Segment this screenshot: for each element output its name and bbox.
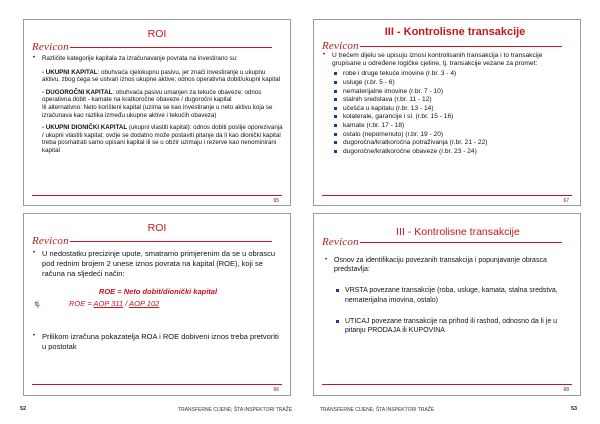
slide-title: III - Kontrolisne transakcije xyxy=(384,26,526,38)
capital-item-text: (ukupni vlastiti kapital): odnos dobiti poslije oporezivanja / ukupni vlastiti kapital; ovdje se dodatno može postaviti pitanje da li kao dionički kapital treba posmatrati samo upisani kapital ili se u obzir uzimaju i rezerve kao nenominirani kapital xyxy=(42,124,283,154)
bullet-square-icon xyxy=(336,317,345,327)
formula-prefix: ROE = xyxy=(69,299,94,309)
bullet-square-icon xyxy=(334,131,343,140)
title-rule xyxy=(70,47,272,48)
list-item-text: dugoročna/kratkoročna potraživanja (r.br. 21 - 22) xyxy=(343,139,488,147)
slide-roi-roe-formula xyxy=(23,213,291,396)
slide-number: 66 xyxy=(273,387,279,393)
capital-item xyxy=(42,69,283,84)
list-item xyxy=(334,105,573,114)
bullet-square-icon xyxy=(334,148,343,157)
list-item-text: nematerijalne imovine (r.br. 7 - 10) xyxy=(343,87,444,95)
bullet-dot-icon: • xyxy=(33,332,36,339)
bullet-square-icon xyxy=(336,286,345,296)
bullet-dot-icon: • xyxy=(33,55,36,61)
capital-item-head: - DUGOROČNI KAPITAL xyxy=(42,88,113,96)
slide-title: ROI xyxy=(147,222,167,234)
tj-label: tj. xyxy=(35,299,41,309)
capital-item xyxy=(42,124,283,154)
capital-item-text: : obuhvaća pasivu umanjen za tekuće obaveze; odnos operativna dobit - kamate na kratkoročne obaveze / dugoročni kapital xyxy=(42,88,262,104)
bullet-square-icon xyxy=(334,70,343,79)
list-item-text: usluge (r.br. 5 - 6) xyxy=(343,79,395,86)
percentage-paragraph xyxy=(33,332,283,352)
slide-number: 65 xyxy=(273,198,279,204)
slide-controlled-transactions-list xyxy=(313,19,581,206)
percentage-paragraph-text: Prilikom izračuna pokazatelja ROA i ROE dobiveni iznos treba pretvoriti u postotak xyxy=(42,331,279,351)
footer-rule xyxy=(322,195,572,196)
revicon-logo: Revicon xyxy=(322,236,359,248)
slide-body xyxy=(323,52,573,156)
bullet-dot-icon: • xyxy=(323,52,326,58)
roe-formula: ROE = Neto dobit/dionički kapital xyxy=(98,287,218,297)
bullet-square-icon xyxy=(334,122,343,131)
list-item xyxy=(334,131,573,140)
list-item xyxy=(334,122,573,131)
revicon-logo: Revicon xyxy=(32,41,69,53)
footer-rule xyxy=(32,384,282,385)
bullet-square-icon xyxy=(334,139,343,148)
list-item-text: stalnih sredstava (r.br. 11 - 12) xyxy=(343,96,432,104)
slide-roi-capital-categories xyxy=(23,19,291,206)
bullet-square-icon xyxy=(334,88,343,97)
bullet-square-icon xyxy=(334,113,343,122)
capital-item xyxy=(42,104,283,119)
capital-item xyxy=(42,89,283,104)
slide-controlled-transactions-basis xyxy=(313,213,581,396)
intro-text: Osnov za identifikaciju povezanih transakcija i popunjavanje obrasca predstavlja: xyxy=(334,257,547,274)
capital-item-head: - UKUPNI KAPITAL xyxy=(42,68,98,76)
intro-text: U trećem dijelu se upisuju iznosi kontrolisanih transakcija i to transakcije grupisane u određene logičke cjeline, tj. transakcije vezane za promet: xyxy=(332,52,543,68)
list-item-text: UTICAJ povezane transakcije na prihod ili rashod, odnosno da li je u pitanju PRODAJA ili KUPOVINA xyxy=(345,317,558,335)
bullet-dot-icon: • xyxy=(33,250,36,256)
bullet-dot-icon: • xyxy=(325,257,328,263)
left-page-number: 52 xyxy=(20,406,27,412)
bullet-square-icon xyxy=(334,79,343,88)
list-item xyxy=(334,113,573,122)
capital-item-text: Ili alternativno: Neto korišteni kapital (uzima se kao investiranje u neto aktivu koja se izračunava kao razlika između ukupne aktive i tekućih obaveza) xyxy=(42,103,273,119)
slide-number: 67 xyxy=(563,198,569,204)
list-item xyxy=(334,88,573,97)
slide-title: III - Kontrolisne transakcije xyxy=(396,226,520,238)
intro-bullet xyxy=(323,52,573,68)
list-item-text: učešća u kapitalu (r.br. 13 - 14) xyxy=(343,104,434,112)
bullet-square-icon xyxy=(334,105,343,114)
slide-number: 68 xyxy=(563,387,569,393)
list-item-text: kolaterale, garancije i sl. (r.br. 15 - 16) xyxy=(343,113,454,121)
capital-item-text: : obuhvaća cjelokupnu pasivu, jer znači investiranje u ukupnu aktivu, zbog čega se ustvari iznos ukupne aktive; odnos operativna dobit/ukupni kapital xyxy=(42,68,281,84)
list-item xyxy=(334,148,573,157)
title-rule xyxy=(360,242,562,243)
roe-paragraph-text: U nedostatku precizinje upute, smatramo primjerenim da se u obrascu pod rednim brojem 2 unese iznos povrata na kapital (ROE), koji se računa na sljedeći način: xyxy=(42,249,276,278)
intro-bullet xyxy=(325,256,570,274)
list-item xyxy=(334,79,573,88)
aop-311-link[interactable]: AOP 311 xyxy=(93,299,124,309)
right-page-caption: TRANSFERNE CIJENE; ŠTA INSPEKTORI TRAŽE xyxy=(320,407,435,413)
slide-body xyxy=(325,256,570,335)
list-item xyxy=(336,317,570,335)
revicon-logo: Revicon xyxy=(322,40,359,52)
list-item-text: dugoročne/kratkoročne obaveze (r.br. 23 - 24) xyxy=(343,147,477,155)
list-item-text: kamate (r.br. 17 - 18) xyxy=(343,121,405,129)
revicon-logo: Revicon xyxy=(32,235,69,247)
right-page-number: 53 xyxy=(571,406,578,412)
footer-rule xyxy=(32,195,282,196)
footer-rule xyxy=(322,384,572,385)
list-item xyxy=(334,70,573,79)
capital-item-head: - UKUPNI DIONIČKI KAPITAL xyxy=(42,124,128,132)
list-item-text: VRSTA povezane transakcije (roba, usluge, kamata, stalna sredstva, nematerijalna imovina, ostalo) xyxy=(345,287,558,304)
left-page-caption: TRANSFERNE CIJENE; ŠTA INSPEKTORI TRAŽE xyxy=(178,407,293,413)
list-item-text: ostalo (nepomenuto) (r.br. 19 - 20) xyxy=(343,130,444,138)
title-rule xyxy=(360,46,562,47)
slide-title: ROI xyxy=(147,28,167,40)
list-item-text: robe i druge tekuće imovine (r.br. 3 - 4) xyxy=(343,70,457,78)
formula-separator: / xyxy=(123,299,130,309)
roe-aop-formula xyxy=(33,299,283,309)
list-item xyxy=(334,139,573,148)
list-item xyxy=(334,96,573,105)
title-rule xyxy=(70,241,272,242)
bullet-square-icon xyxy=(334,96,343,105)
intro-bullet xyxy=(33,55,283,63)
slide-body xyxy=(33,249,283,352)
roe-paragraph xyxy=(33,249,283,278)
intro-text: Različite kategorije kapitala za izračunavanje povrata na investirano su: xyxy=(42,55,238,62)
slide-body xyxy=(33,55,283,155)
aop-102-link[interactable]: AOP 102 xyxy=(129,299,160,309)
list-item xyxy=(336,286,570,304)
